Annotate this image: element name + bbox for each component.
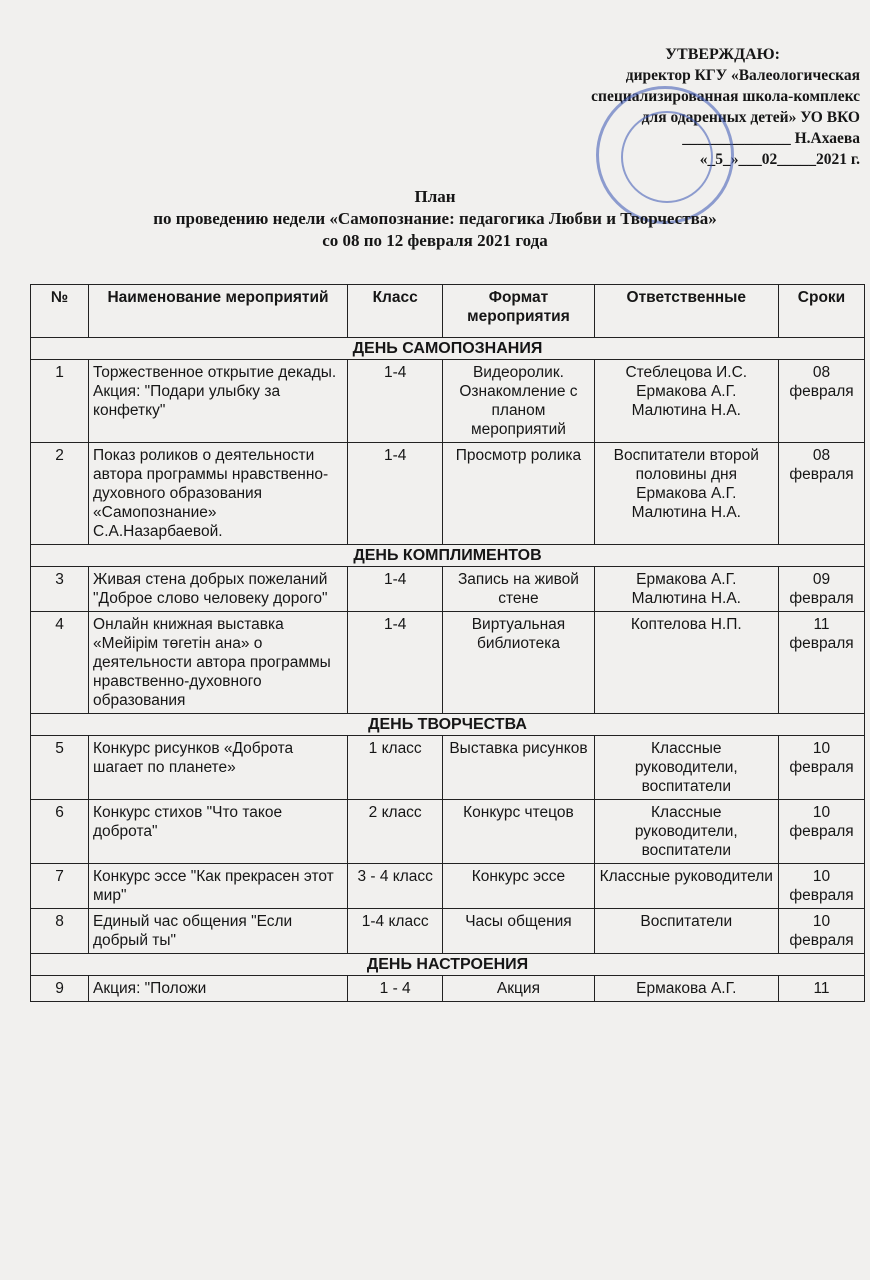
cell-name: Онлайн книжная выставка «Мейірім төгетін ана» о деятельности автора программы нравственно-духовного образования [89, 612, 348, 714]
cell-grade: 1 - 4 [348, 976, 443, 1002]
cell-num: 7 [31, 864, 89, 909]
cell-resp: Ермакова А.Г. [594, 976, 778, 1002]
section-title: ДЕНЬ ТВОРЧЕСТВА [31, 714, 865, 736]
cell-format: Просмотр ролика [443, 443, 594, 545]
cell-format: Запись на живой стене [443, 567, 594, 612]
title-line: по проведению недели «Самопознание: педагогика Любви и Творчества» [153, 209, 717, 228]
cell-grade: 1 класс [348, 736, 443, 800]
approval-line: для одаренных детей» УО ВКО [641, 109, 860, 126]
cell-num: 2 [31, 443, 89, 545]
cell-name: Показ роликов о деятельности автора программы нравственно-духовного образования «Самопознание» С.А.Назарбаевой. [89, 443, 348, 545]
cell-date: 10 февраля [778, 736, 864, 800]
section-row [31, 338, 865, 360]
cell-date: 10 февраля [778, 909, 864, 954]
cell-name: Конкурс рисунков «Доброта шагает по планете» [89, 736, 348, 800]
cell-date: 11 [778, 976, 864, 1002]
column-header: Класс [348, 285, 443, 338]
table-row [31, 864, 865, 909]
cell-grade: 1-4 [348, 612, 443, 714]
table-row [31, 612, 865, 714]
cell-resp: Ермакова А.Г. Малютина Н.А. [594, 567, 778, 612]
section-title: ДЕНЬ НАСТРОЕНИЯ [31, 954, 865, 976]
cell-grade: 1-4 [348, 360, 443, 443]
cell-format: Виртуальная библиотека [443, 612, 594, 714]
cell-resp: Воспитатели [594, 909, 778, 954]
cell-date: 10 февраля [778, 800, 864, 864]
cell-date: 10 февраля [778, 864, 864, 909]
section-title: ДЕНЬ САМОПОЗНАНИЯ [31, 338, 865, 360]
column-header: Наименование мероприятий [89, 285, 348, 338]
cell-num: 5 [31, 736, 89, 800]
plan-table [30, 284, 865, 1002]
cell-name: Акция: "Положи [89, 976, 348, 1002]
cell-resp: Воспитатели второй половины дня Ермакова А.Г. Малютина Н.А. [594, 443, 778, 545]
cell-date: 09 февраля [778, 567, 864, 612]
approval-line: директор КГУ «Валеологическая [625, 67, 860, 84]
table-row [31, 443, 865, 545]
cell-grade: 1-4 [348, 567, 443, 612]
table-row [31, 909, 865, 954]
cell-name: Торжественное открытие декады. Акция: "Подари улыбку за конфетку" [89, 360, 348, 443]
column-header: Формат мероприятия [443, 285, 594, 338]
title-line: со 08 по 12 февраля 2021 года [322, 231, 548, 250]
cell-grade: 3 - 4 класс [348, 864, 443, 909]
cell-num: 6 [31, 800, 89, 864]
cell-format: Выставка рисунков [443, 736, 594, 800]
table-row [31, 800, 865, 864]
cell-format: Акция [443, 976, 594, 1002]
cell-num: 1 [31, 360, 89, 443]
table-body [31, 338, 865, 1002]
section-row [31, 714, 865, 736]
cell-format: Часы общения [443, 909, 594, 954]
section-row [31, 954, 865, 976]
cell-date: 08 февраля [778, 443, 864, 545]
table-row [31, 736, 865, 800]
cell-resp: Стеблецова И.С. Ермакова А.Г. Малютина Н.А. [594, 360, 778, 443]
cell-name: Конкурс эссе "Как прекрасен этот мир" [89, 864, 348, 909]
cell-num: 3 [31, 567, 89, 612]
column-header: Сроки [778, 285, 864, 338]
table-row [31, 976, 865, 1002]
cell-name: Живая стена добрых пожеланий "Доброе слово человеку дорого" [89, 567, 348, 612]
approval-date: «_5_»___02_____2021 г. [699, 151, 860, 168]
cell-name: Единый час общения "Если добрый ты" [89, 909, 348, 954]
approval-heading: УТВЕРЖДАЮ: [665, 46, 780, 63]
cell-resp: Коптелова Н.П. [594, 612, 778, 714]
cell-format: Конкурс эссе [443, 864, 594, 909]
cell-resp: Классные руководители, воспитатели [594, 736, 778, 800]
cell-num: 8 [31, 909, 89, 954]
section-title: ДЕНЬ КОМПЛИМЕНТОВ [31, 545, 865, 567]
column-header: № [31, 285, 89, 338]
cell-resp: Классные руководители, воспитатели [594, 800, 778, 864]
table-header-row [31, 285, 865, 338]
cell-resp: Классные руководители [594, 864, 778, 909]
cell-format: Видеоролик. Ознакомление с планом мероприятий [443, 360, 594, 443]
cell-num: 9 [31, 976, 89, 1002]
page-title [0, 186, 870, 252]
cell-num: 4 [31, 612, 89, 714]
section-row [31, 545, 865, 567]
cell-grade: 1-4 [348, 443, 443, 545]
table-row [31, 360, 865, 443]
approval-signature: ______________ Н.Ахаева [682, 130, 860, 147]
cell-date: 11 февраля [778, 612, 864, 714]
cell-grade: 1-4 класс [348, 909, 443, 954]
cell-format: Конкурс чтецов [443, 800, 594, 864]
approval-line: специализированная школа-комплекс [591, 88, 860, 105]
cell-grade: 2 класс [348, 800, 443, 864]
column-header: Ответственные [594, 285, 778, 338]
table-row [31, 567, 865, 612]
cell-date: 08 февраля [778, 360, 864, 443]
title-line: План [414, 187, 456, 206]
cell-name: Конкурс стихов "Что такое доброта" [89, 800, 348, 864]
